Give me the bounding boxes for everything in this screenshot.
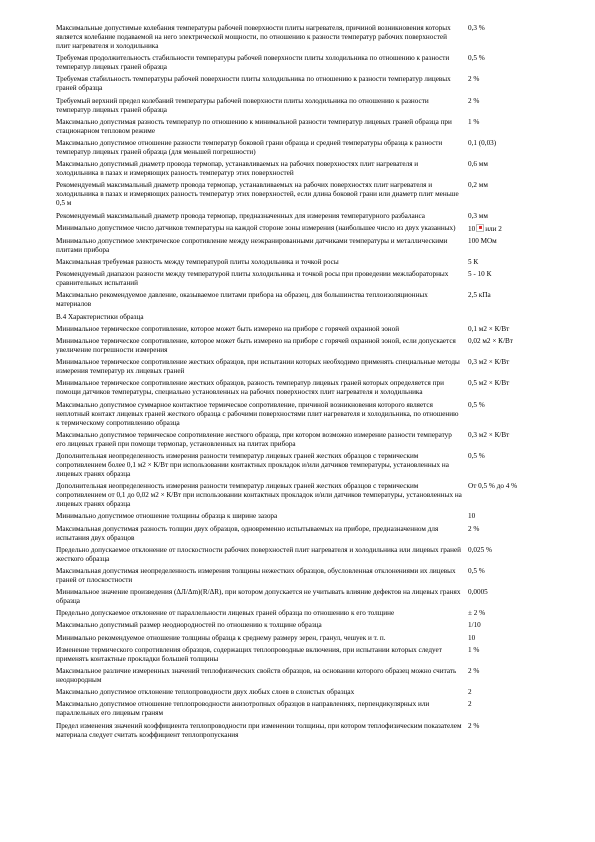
parameter-row [56, 688, 556, 697]
parameter-row [56, 621, 556, 630]
parameter-row [56, 258, 556, 267]
parameter-row [56, 379, 556, 397]
parameter-value: 0,025 % [468, 545, 492, 554]
parameter-description: Максимально допустимое термическое сопротивление жесткого образца, при котором возможно измерение разности температур его лицевых граней при помощи термопар, установленных на плитах прибора [56, 430, 452, 448]
parameter-row [56, 24, 556, 51]
section-heading-row [56, 313, 556, 322]
parameter-description: Максимальная требуемая разность между температурой плиты холодильника и точкой росы [56, 258, 339, 267]
parameter-value: 0,6 мм [468, 160, 488, 169]
parameter-row [56, 722, 556, 740]
parameter-row [56, 646, 556, 664]
parameter-value: 0,02 м2 × К/Вт [468, 337, 513, 345]
parameter-value: 0,5 % [468, 54, 485, 63]
parameter-value: 2 % [468, 721, 480, 730]
parameter-value: 0,1 (0,03) [468, 138, 497, 147]
parameter-row [56, 700, 556, 718]
parameter-description: Дополнительная неопределенность измерения разности температур лицевых граней жестких образцов с термическим сопротивлением более 0,1 м2 × К/Вт при использовании контактных прокладок и/или датчиков температуры, установленных на лицевых гранях образца [56, 451, 449, 478]
parameter-row [56, 482, 556, 509]
parameter-description: Максимально допустимый размер неоднородностей по отношению к толщине образца [56, 621, 322, 630]
parameter-value: 0,1 м2 × К/Вт [468, 324, 510, 333]
document-table [56, 24, 556, 743]
parameter-value: 100 МОм [468, 236, 497, 245]
parameter-description: Максимально рекомендуемое давление, оказываемое плитами прибора на образец, для большинства теплоизоляционных материалов [56, 291, 428, 309]
parameter-row [56, 224, 556, 234]
parameter-row [56, 75, 556, 93]
value-suffix: или 2 [485, 224, 502, 233]
parameter-value: 0,5 % [468, 566, 485, 575]
parameter-row [56, 567, 556, 585]
parameter-description: Минимально допустимое электрическое сопротивление между неэкранированными датчиками температуры и металлическими плитами прибора [56, 236, 448, 254]
parameter-row [56, 634, 556, 643]
parameter-description: Дополнительная неопределенность измерения разности температур лицевых граней жестких образцов с термическим сопротивлением от 0,1 до 0,02 м2 × К/Вт при использовании контактных прокладок и/или датчиков температуры, установленных на лицевых гранях образца [56, 482, 462, 509]
parameter-value: 2 % [468, 524, 480, 533]
parameter-value: ± 2 % [468, 609, 486, 618]
parameter-description: Минимально допустимое число датчиков температуры на каждой стороне зоны измерения (наибольшее число из двух указанных) [56, 223, 456, 232]
parameter-row [56, 609, 556, 618]
parameter-description: Предельно допускаемое отклонение от параллельности лицевых граней образца по отношению к его толщине [56, 609, 395, 618]
parameter-row [56, 546, 556, 564]
parameter-description: Максимальные допустимые колебания температуры рабочей поверхности плиты нагревателя, причиной возникновения которых является колебание подаваемой на него электрической мощности, по отношению к разности температур рабочих поверхностей плит нагревателя и холодильника [56, 24, 451, 50]
parameter-value: 0,5 % [468, 400, 485, 409]
parameter-value: 0,3 м2 × К/Вт [468, 358, 510, 367]
parameter-row [56, 452, 556, 479]
parameter-value: 10 [468, 633, 476, 642]
parameter-value: 1/10 [468, 621, 481, 630]
parameter-description: Максимально допустимое отклонение теплопроводности двух любых слоев в слоистых образцах [56, 688, 355, 697]
parameter-value: 0,3 м2 × К/Вт [468, 430, 510, 439]
broken-image-icon [476, 224, 484, 232]
parameter-description: Рекомендуемый диапазон разности между температурой плиты холодильника и точкой росы при проведении межлабораторных сравнительных испытаний [56, 270, 449, 288]
parameter-description: Максимальная допустимая разность толщин двух образцов, одновременно испытываемых на приборе, предназначенном для испытания двух образцов [56, 524, 439, 542]
parameter-description: Максимально допустимое суммарное контактное термическое сопротивление, причиной возникновения которого является неплотный контакт лицевых граней жесткого образца с рабочими поверхностями плит нагревателя и холодильника, по отношению к термическому сопротивлению образца [56, 400, 459, 427]
parameter-row [56, 325, 556, 334]
parameter-description: Рекомендуемый максимальный диаметр провода термопар, устанавливаемых на рабочих поверхностях плит нагревателя и холодильника в пазах и измеряющих разность температур этих поверхностей, если длина боковой грани или диаметр плит меньше 0,5 м [56, 181, 459, 208]
parameter-value: 0,5 % [468, 451, 485, 460]
parameter-description: Требуемая стабильность температуры рабочей поверхности плиты холодильника по отношению к разности температур лицевых граней образца [56, 75, 451, 93]
parameter-row [56, 54, 556, 72]
parameter-description: Минимальное термическое сопротивление, которое может быть измерено на приборе с горячей охранной зоной, если допускается увеличение погрешности измерения [56, 337, 456, 354]
parameter-description: Максимальная допустимая неопределенность измерения толщины нежестких образцов, обусловленная отклонениями их лицевых граней от плоскостности [56, 566, 456, 584]
parameter-value: 2 [468, 700, 472, 709]
parameter-row [56, 667, 556, 685]
parameter-row [56, 270, 556, 288]
parameter-value: 2 [468, 688, 472, 697]
parameter-value: 0,0005 [468, 588, 488, 597]
parameter-description: Максимальное различие измеренных значений теплофизических свойств образцов, на основании которого образец можно считать неоднородным [56, 667, 457, 684]
parameter-description: Максимально допустимое отношение разности температур боковой грани образца и средней температуры образца к разности температур лицевых граней образца (для меньшей погрешности) [56, 138, 443, 156]
parameter-description: Предельно допускаемое отклонение от плоскостности рабочих поверхностей плит нагревателя и холодильника или лицевых граней жесткого образца [56, 545, 461, 563]
parameter-description: Минимальное термическое сопротивление жестких образцов, при испытании которых необходимо применять специальные методы измерения температур их лицевых граней [56, 358, 460, 376]
parameter-description: Минимально рекомендуемое отношение толщины образца к среднему размеру зерен, гранул, чешуек и т. п. [56, 633, 386, 642]
parameter-value: 5 К [468, 258, 479, 267]
parameter-description: Максимально допустимое отношение теплопроводности анизотропных образцов в направлениях, перпендикулярных или параллельных его лицевым граням [56, 700, 430, 718]
parameter-description: Предел изменения значений коэффициента теплопроводности при изменении толщины, при котором теплофизическим показателем материала следует считать коэффициент теплопропускания [56, 721, 462, 739]
parameter-description: Максимально допустимый диаметр провода термопар, устанавливаемых на рабочих поверхностях плит нагревателя и холодильника в пазах и измеряющих разность температур этих поверхностей [56, 160, 419, 178]
parameter-description: Максимально допустимая разность температур по отношению к минимальной разности температур лицевых граней образца при стационарном тепловом режиме [56, 117, 452, 135]
parameter-row [56, 139, 556, 157]
parameter-row [56, 160, 556, 178]
parameter-row [56, 431, 556, 449]
parameter-description: Минимальное значение произведения (ΔЛ/Δm)(R/ΔR), при котором допускается не учитывать влияние дефектов на лицевых гранях образца [56, 588, 461, 606]
parameter-description: Требуемый верхний предел колебаний температуры рабочей поверхности плиты холодильника по отношению к разности температур лицевых граней образца [56, 96, 429, 114]
parameter-value: 1 % [468, 117, 480, 126]
parameter-value: 2,5 кПа [468, 291, 491, 300]
parameter-value: 0,5 м2 × К/Вт [468, 379, 510, 388]
parameter-description: Минимальное термическое сопротивление жестких образцов, разность температур лицевых граней которых определяется при помощи датчиков температуры, специально установленных на рабочих поверхностях плит нагревателя и холодильника [56, 379, 444, 397]
parameter-row [56, 181, 556, 208]
parameter-value: 5 - 10 К [468, 270, 492, 279]
parameter-value: 2 % [468, 96, 480, 105]
parameter-value: 1 % [468, 645, 480, 654]
parameter-value: 2 % [468, 667, 480, 675]
value-prefix: 10 [468, 224, 476, 233]
parameter-description: Изменение термического сопротивления образцов, содержащих теплопроводные включения, при испытании которых следует применять контактные прокладки большей толщины [56, 645, 442, 663]
parameter-row [56, 118, 556, 136]
section-heading: В.4 Характеристики образца [56, 312, 144, 321]
parameter-value [468, 224, 556, 234]
parameter-row [56, 212, 556, 221]
parameter-row [56, 237, 556, 255]
parameter-description: Требуемая продолжительность стабильности температуры рабочей поверхности плиты холодильника по отношению к разности температур лицевых граней образца [56, 54, 450, 72]
parameter-row [56, 358, 556, 376]
parameter-row [56, 97, 556, 115]
parameter-row [56, 291, 556, 309]
parameter-row [56, 337, 556, 355]
parameter-value: 2 % [468, 75, 480, 84]
parameter-value: 0,3 мм [468, 211, 488, 220]
parameter-value: От 0,5 % до 4 % [468, 482, 518, 491]
parameter-value: 10 [468, 512, 476, 521]
parameter-row [56, 401, 556, 428]
parameter-row [56, 588, 556, 606]
parameter-row [56, 525, 556, 543]
parameter-description: Рекомендуемый максимальный диаметр провода термопар, предназначенных для измерения температурного разбаланса [56, 211, 425, 220]
parameter-value: 0,3 % [468, 24, 485, 32]
parameter-description: Минимальное термическое сопротивление, которое может быть измерено на приборе с горячей охранной зоной [56, 324, 400, 333]
parameter-value: 0,2 мм [468, 181, 488, 190]
parameter-row [56, 512, 556, 521]
parameter-description: Минимально допустимое отношение толщины образца к ширине зазора [56, 512, 278, 521]
